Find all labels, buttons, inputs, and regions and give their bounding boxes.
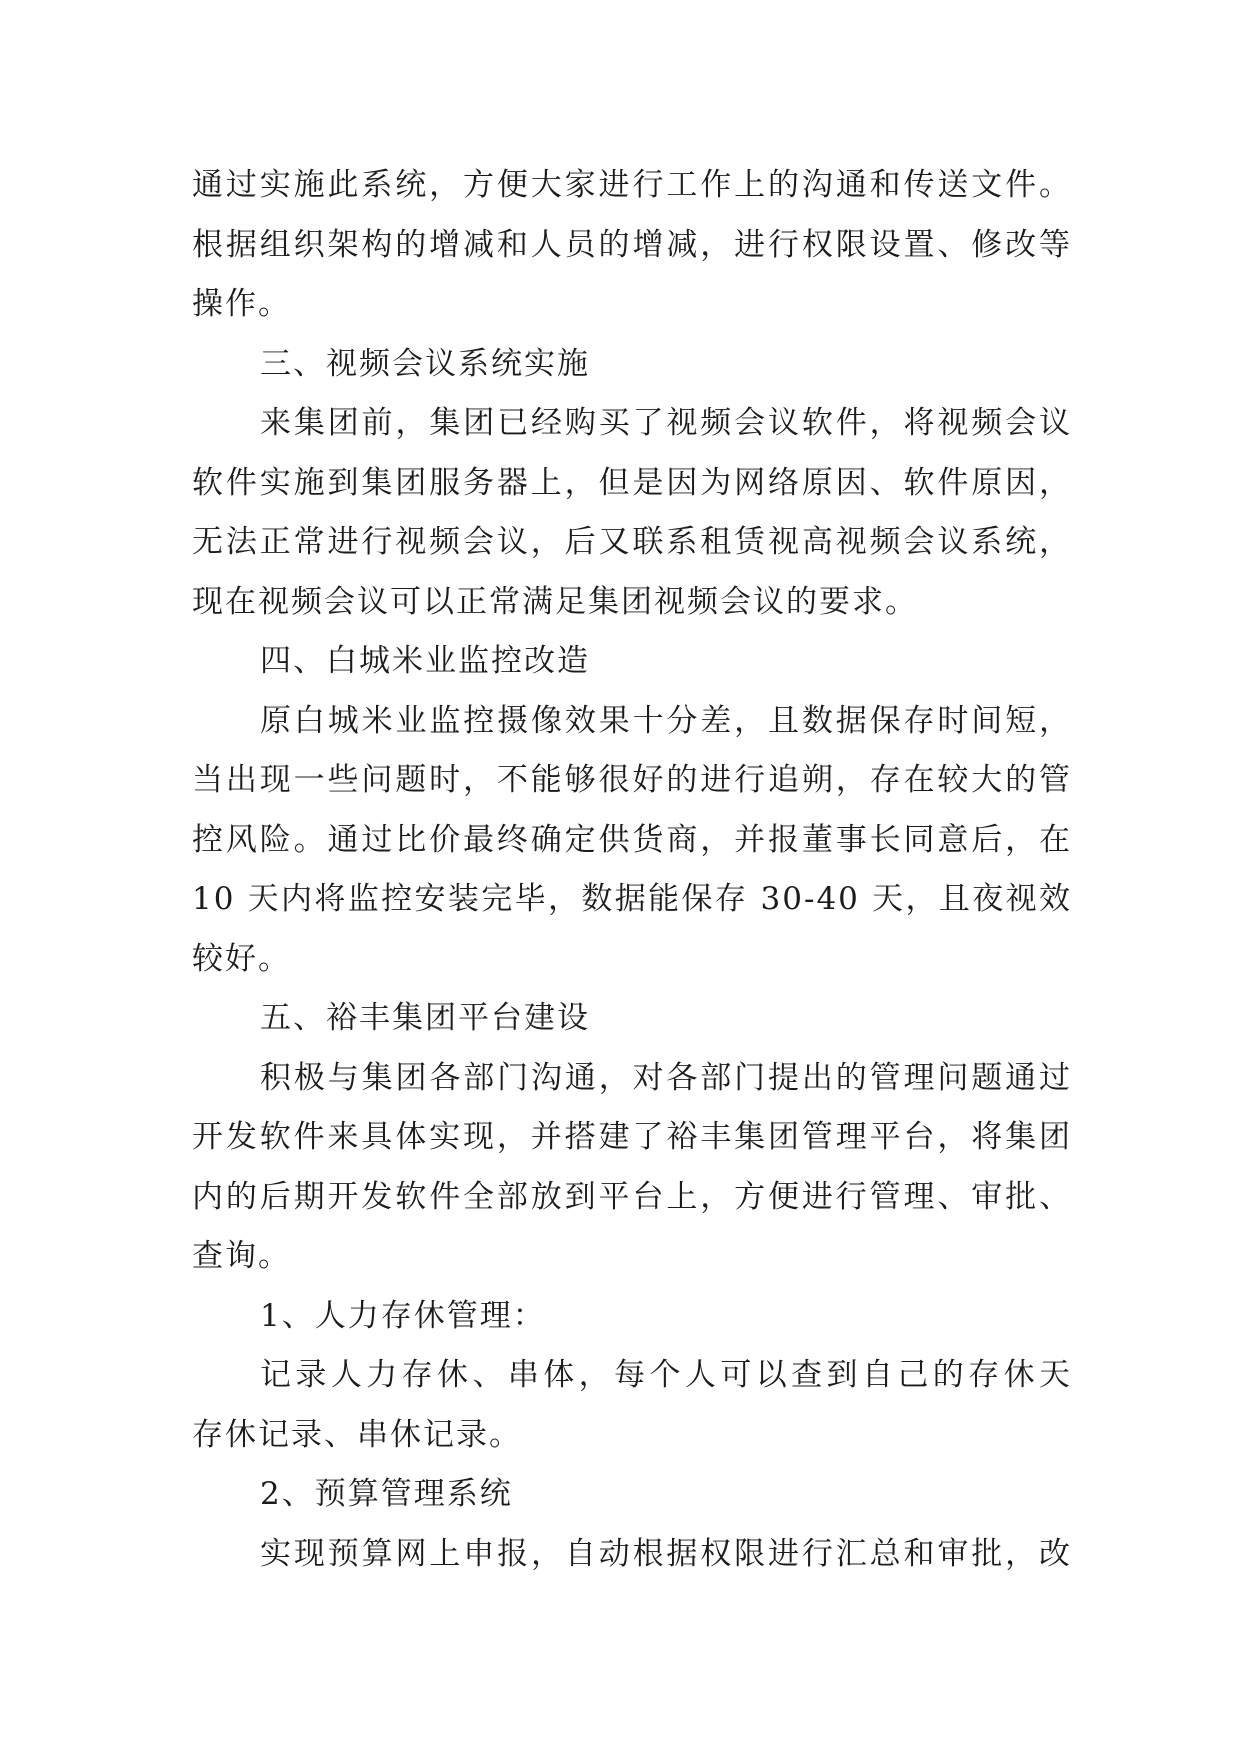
- paragraph-line: 根据组织架构的增减和人员的增减，进行权限设置、修改等: [192, 226, 1072, 263]
- paragraph-line: 无法正常进行视频会议，后又联系租赁视高视频会议系统，: [192, 524, 1072, 560]
- section-heading: 四、白城米业监控改造: [260, 643, 590, 679]
- paragraph-line: 存休记录、串休记录。: [192, 1416, 522, 1453]
- section-heading: 三、视频会议系统实施: [260, 345, 590, 382]
- paragraph-line: 实现预算网上申报，自动根据权限进行汇总和审批，改: [260, 1535, 1072, 1572]
- paragraph-line: 10 天内将监控安装完毕，数据能保存 30-40 天，且夜视效: [192, 881, 1072, 917]
- paragraph-line: 积极与集团各部门沟通，对各部门提出的管理问题通过: [260, 1059, 1072, 1096]
- paragraph-line: 控风险。通过比价最终确定供货商，并报董事长同意后，在: [192, 821, 1072, 858]
- paragraph-line: 来集团前，集团已经购买了视频会议软件，将视频会议: [260, 405, 1072, 441]
- paragraph-line: 操作。: [192, 286, 291, 322]
- paragraph-line: 较好。: [192, 940, 291, 977]
- paragraph-line: 通过实施此系统，方便大家进行工作上的沟通和传送文件。: [192, 167, 1072, 203]
- paragraph-line: 记录人力存休、串体，每个人可以查到自己的存休天: [260, 1357, 1072, 1393]
- section-heading: 2、预算管理系统: [260, 1476, 513, 1512]
- section-heading: 1、人力存休管理：: [260, 1297, 546, 1334]
- paragraph-line: 软件实施到集团服务器上，但是因为网络原因、软件原因，: [192, 464, 1072, 501]
- paragraph-line: 原白城米业监控摄像效果十分差，且数据保存时间短，: [260, 702, 1072, 739]
- paragraph-line: 内的后期开发软件全部放到平台上，方便进行管理、审批、: [192, 1178, 1072, 1215]
- section-heading: 五、裕丰集团平台建设: [260, 1000, 590, 1036]
- paragraph-line: 现在视频会议可以正常满足集团视频会议的要求。: [192, 583, 918, 620]
- paragraph-line: 开发软件来具体实现，并搭建了裕丰集团管理平台，将集团: [192, 1119, 1072, 1155]
- document-body: [192, 156, 1072, 1584]
- paragraph-line: 当出现一些问题时，不能够很好的进行追朔，存在较大的管: [192, 762, 1072, 798]
- paragraph-line: 查询。: [192, 1238, 291, 1274]
